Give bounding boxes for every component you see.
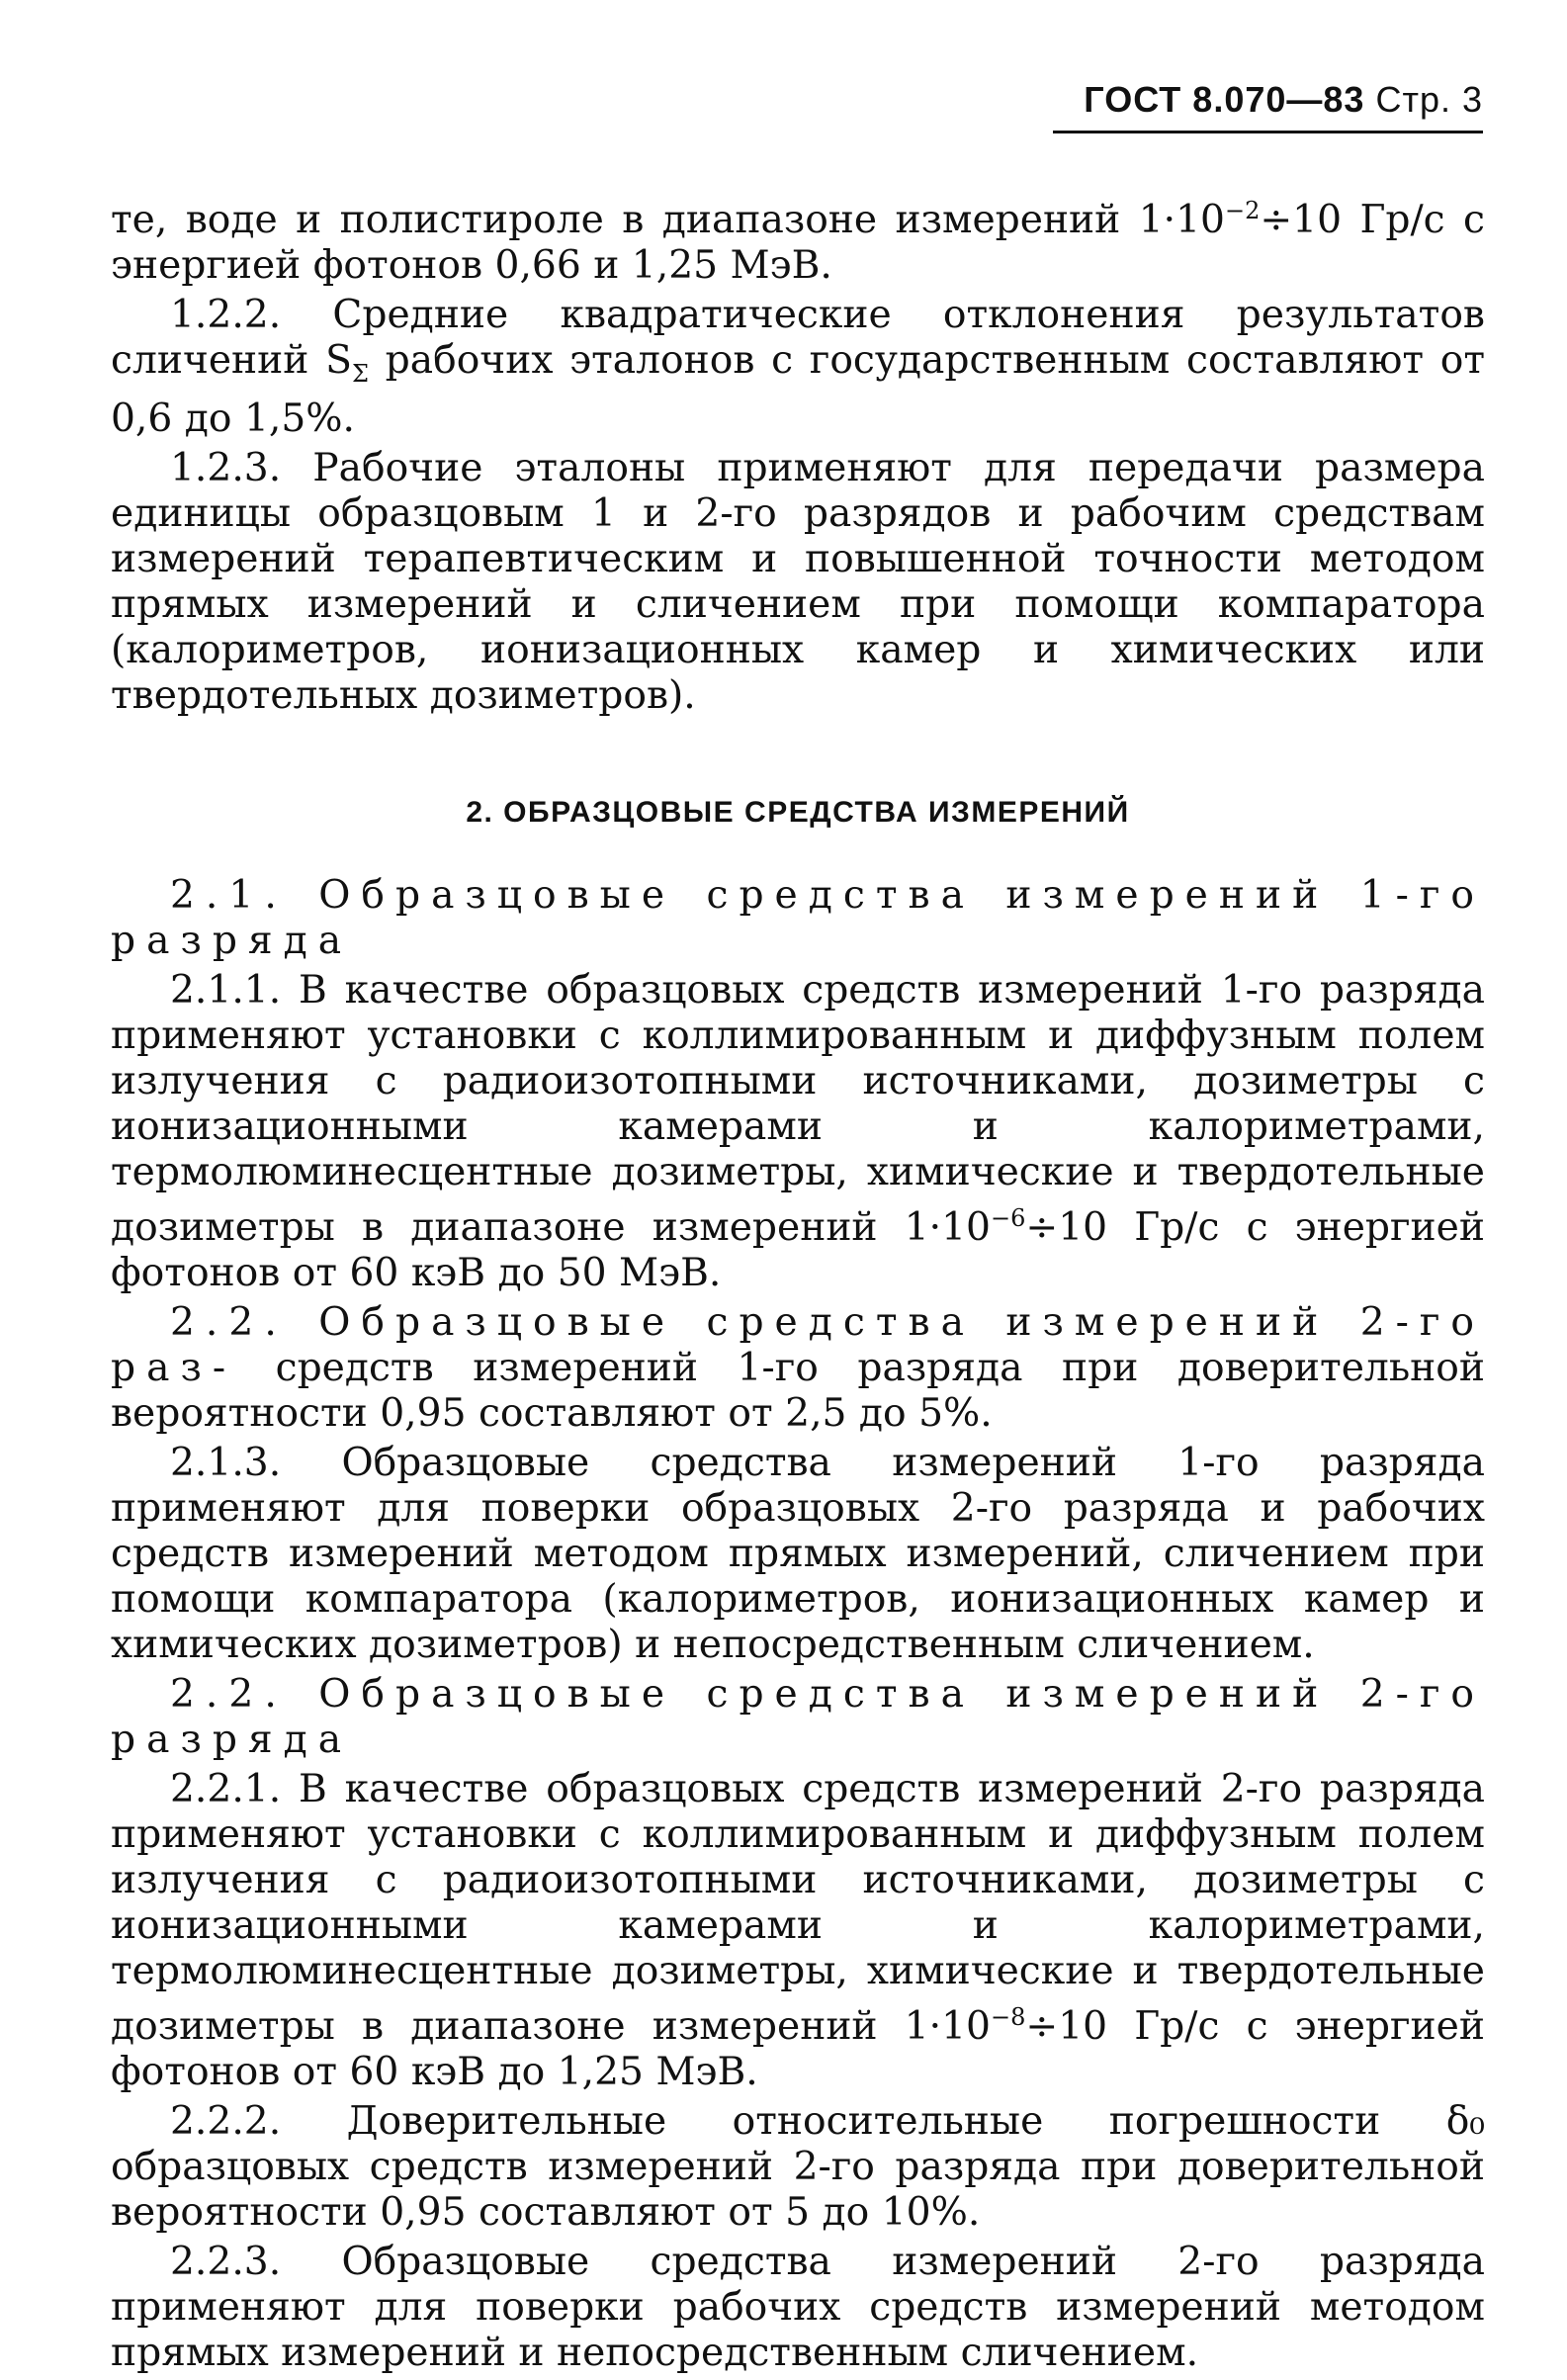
paragraph-1-2-2: 1.2.2. Средние квадратические отклонения результатов сличений $S_\Sigma$ рабочих эталонов с государственным составляют от 0,6 до 1,5%. [111, 293, 1486, 441]
document-number: ГОСТ 8.070—83 [1084, 79, 1365, 120]
paragraph-1-2-3: 1.2.3. Рабочие эталоны применяют для передачи размера единицы образцовым 1 и 2-го разрядов и рабочим средствам измерений терапевтическим и повышенной точности методом прямых измерений и сличением при помощи компаратора (калориметров, ионизационных камер и химических или твердотельных дозиметров). [111, 445, 1485, 718]
paragraph-2-2-2: 2.2.2. Доверительные относительные погрешности δ₀ образцовых средств измерений 2-го разряда при доверительной вероятности 0,95 составляют от 5 до 10%. [111, 2099, 1485, 2236]
paragraph-2-1-3: 2.1.3. Образцовые средства измерений 1-го разряда применяют для поверки образцовых 2-го разряда и рабочих средств измерений методом прямых измерений, сличением при помощи компаратора (калориметров, ионизационных камер и химических дозиметров) и непосредственным сличением. [111, 1440, 1485, 1667]
paragraph-1-2-1-continuation: те, воде и полистироле в диапазоне измерений $1\cdot 10^{-2}\div 10$ Гр/с с энергией фотонов 0,66 и 1,25 МэВ. [111, 197, 1485, 289]
page-header [1053, 79, 1483, 133]
document-body [111, 188, 1485, 2380]
paragraph-2-2-overprint: 2.2. Образцовые средства измерений 2-го раз- средств измерений 1-го разряда при доверительной вероятности 0,95 составляют от 2,5 до 5%. [111, 1299, 1485, 1436]
paragraph-2-2-3: 2.2.3. Образцовые средства измерений 2-го разряда применяют для поверки рабочих средств измерений методом прямых измерений и непосредственным сличением. [111, 2240, 1485, 2376]
subsection-heading-2-1: 2.1. Образцовые средства измерений 1-го разряда [111, 872, 1485, 963]
page-number: Стр. 3 [1375, 79, 1483, 120]
paragraph-2-2-1: 2.2.1. В качестве образцовых средств измерений 2-го разряда применяют установки с коллимированным и диффузным полем излучения с радиоизотопными источниками, дозиметры с ионизационными камерами и калориметрами, термолюминесцентные дозиметры, химические и твердотельные дозиметры в диапазоне измерений $1\cdot 10^{-8}\div 10$ Гр/с с энергией фотонов от 60 кэВ до 1,25 МэВ. [111, 1766, 1485, 2095]
section-title: 2. ОБРАЗЦОВЫЕ СРЕДСТВА ИЗМЕРЕНИЙ [466, 795, 1130, 829]
paragraph-2-1-1: 2.1.1. В качестве образцовых средств измерений 1-го разряда применяют установки с коллимированным и диффузным полем излучения с радиоизотопными источниками, дозиметры с ионизационными камерами и калориметрами, термолюминесцентные дозиметры, химические и твердотельные дозиметры в диапазоне измерений $1\cdot 10^{-6}\div 10$ Гр/с с энергией фотонов от 60 кэВ до 50 МэВ. [111, 967, 1485, 1295]
subsection-heading-2-2: 2.2. Образцовые средства измерений 2-го разряда [111, 1671, 1485, 1762]
